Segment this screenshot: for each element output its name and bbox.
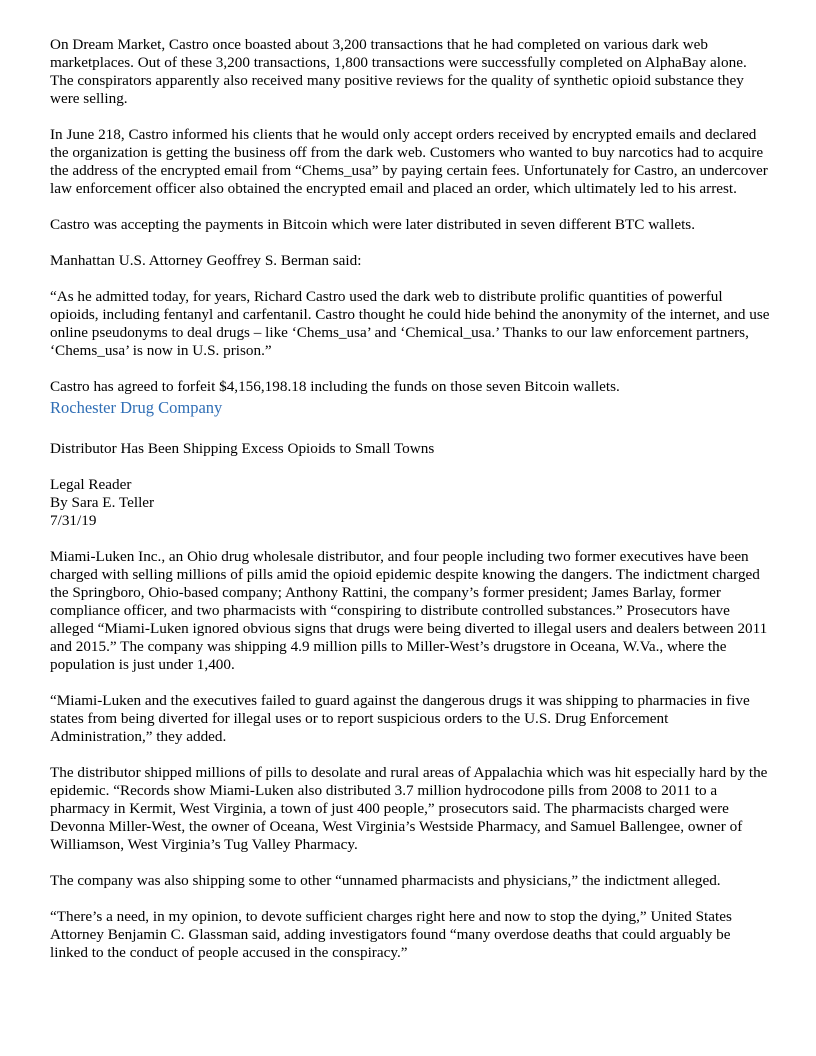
paragraph-miami-luken-charged: Miami-Luken Inc., an Ohio drug wholesale distributor, and four people including two former executives have been charged with selling millions of pills amid the opioid epidemic despite knowing the dangers. The indictment charged the Springboro, Ohio-based company; Anthony Rattini, the company’s former president; James Barlay, former compliance officer, and two pharmacists with “conspiring to distribute controlled substances.” Prosecutors have alleged “Miami-Luken ignored obvious signs that drugs were being diverted to illegal users and dealers between 2011 and 2015.” The company was shipping 4.9 million pills to Miller-West’s drugstore in Oceana, W.Va., where the population is just under 1,400. <box>50 548 768 673</box>
paragraph-forfeit: Castro has agreed to forfeit $4,156,198.18 including the funds on those seven Bitcoin wallets. <box>50 378 620 395</box>
article-date: 7/31/19 <box>50 512 97 529</box>
article-byline <box>50 476 770 530</box>
paragraph-attorney-intro: Manhattan U.S. Attorney Geoffrey S. Berman said: <box>50 252 362 269</box>
paragraph-glassman-quote: “There’s a need, in my opinion, to devote sufficient charges right here and now to stop the dying,” United States Attorney Benjamin C. Glassman said, adding investigators found “many overdose deaths that could arguably be linked to the conduct of people accused in the conspiracy.” <box>50 908 732 961</box>
paragraph-appalachia: The distributor shipped millions of pills to desolate and rural areas of Appalachia which was hit especially hard by the epidemic. “Records show Miami-Luken also distributed 3.7 million hydrocodone pills from 2008 to 2011 to a pharmacy in Kermit, West Virginia, a town of just 400 people,” prosecutors said. The pharmacists charged were Devonna Miller-West, the owner of Oceana, West Virginia’s Westside Pharmacy, and Samuel Ballengee, owner of Williamson, West Virginia’s Tug Valley Pharmacy. <box>50 764 768 853</box>
paragraph-unnamed-pharmacists: The company was also shipping some to other “unnamed pharmacists and physicians,” the indictment alleged. <box>50 872 721 889</box>
paragraph-dream-market: On Dream Market, Castro once boasted about 3,200 transactions that he had completed on various dark web marketplaces. Out of these 3,200 transactions, 1,800 transactions were successfully completed on AlphaBay alone. The conspirators apparently also received many positive reviews for the quality of synthetic opioid substance they were selling. <box>50 36 747 107</box>
paragraph-executives-failed: “Miami-Luken and the executives failed to guard against the dangerous drugs it was shipping to pharmacies in five states from being diverted for illegal uses or to report suspicious orders to the U.S. Drug Enforcement Administration,” they added. <box>50 692 750 745</box>
article-headline: Distributor Has Been Shipping Excess Opioids to Small Towns <box>50 440 435 457</box>
article-author: By Sara E. Teller <box>50 494 155 511</box>
document-page <box>50 36 770 980</box>
paragraph-bitcoin-payments: Castro was accepting the payments in Bitcoin which were later distributed in seven different BTC wallets. <box>50 216 696 233</box>
article-source: Legal Reader <box>50 476 132 493</box>
paragraph-june-encrypted-email: In June 218, Castro informed his clients that he would only accept orders received by encrypted emails and declared the organization is getting the business off from the dark web. Customers who wanted to buy narcotics had to acquire the address of the encrypted email from “Chems_usa” by paying certain fees. Unfortunately for Castro, an undercover law enforcement officer also obtained the encrypted email and placed an order, which ultimately led to his arrest. <box>50 126 768 197</box>
paragraph-attorney-quote: “As he admitted today, for years, Richard Castro used the dark web to distribute prolific quantities of powerful opioids, including fentanyl and carfentanil. Castro thought he could hide behind the anonymity of the internet, and use online pseudonyms to deal drugs – like ‘Chems_usa’ and ‘Chemical_usa.’ Thanks to our law enforcement partners, ‘Chems_usa’ is now in U.S. prison.” <box>50 288 770 359</box>
rochester-drug-company-link[interactable]: Rochester Drug Company <box>50 398 223 417</box>
